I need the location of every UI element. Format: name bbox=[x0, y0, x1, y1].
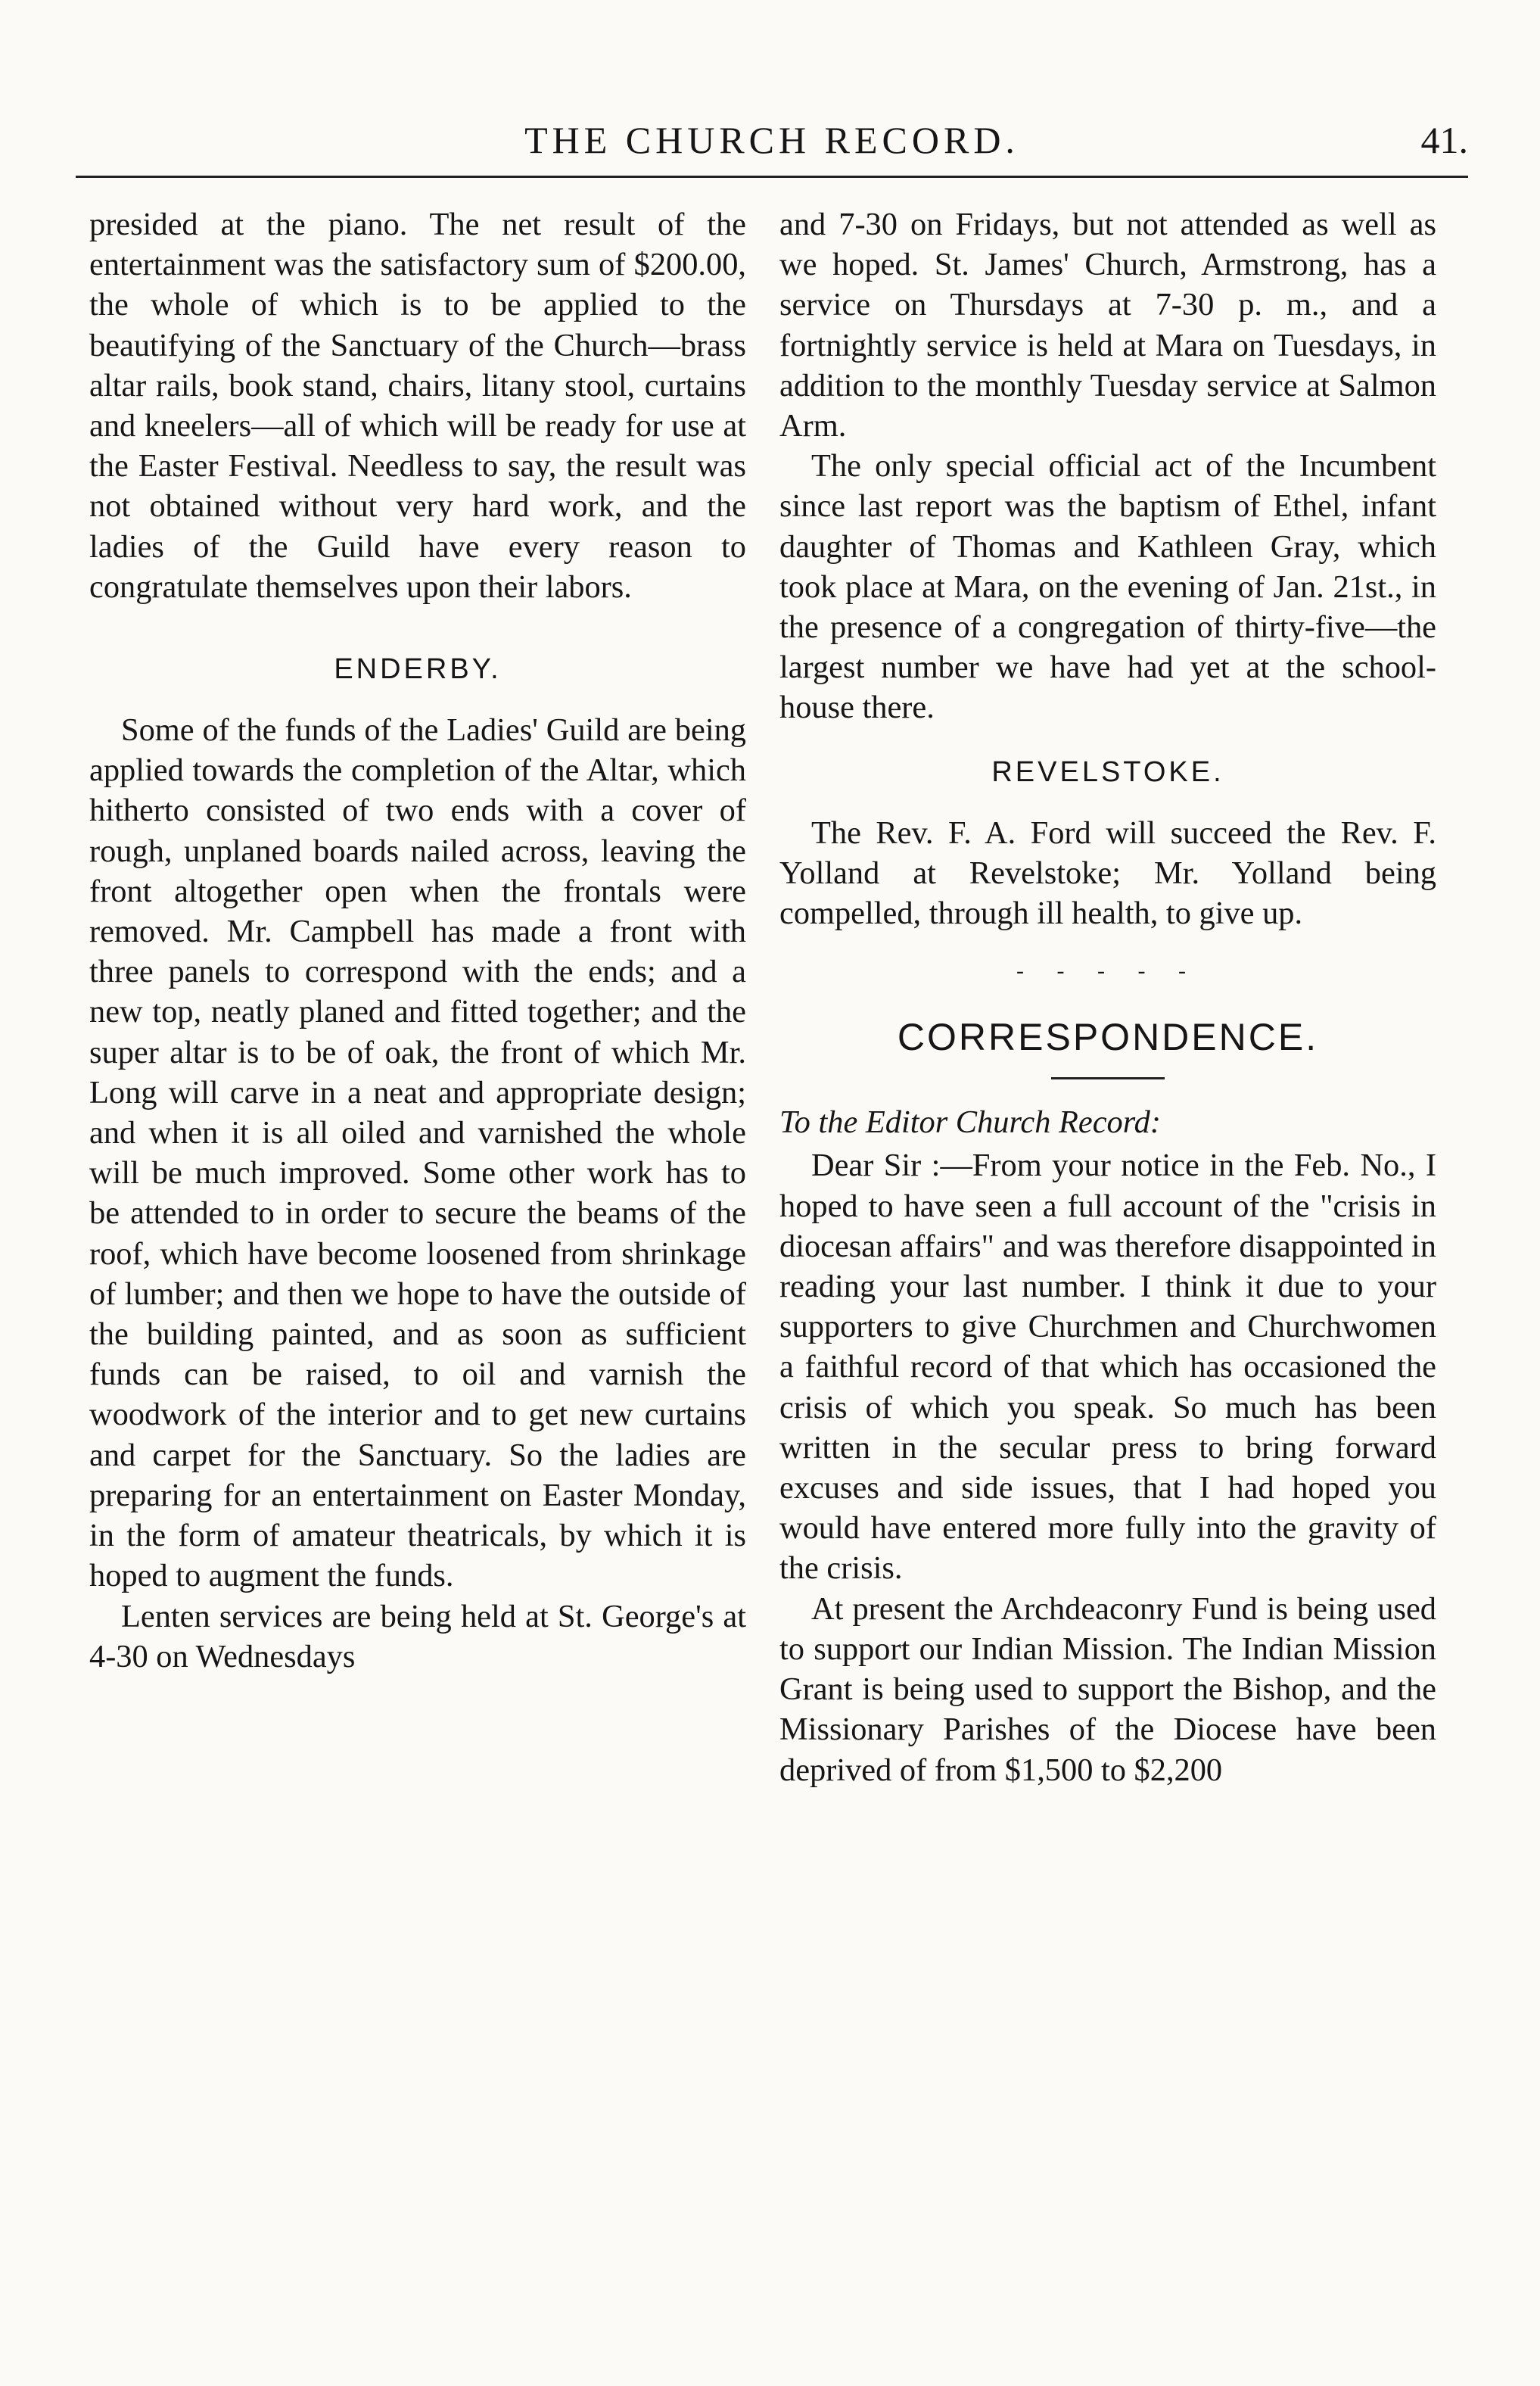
paragraph: presided at the piano. The net result of the entertainment was the satisfactory sum of $200.00, the whole of which is to be applied to the beautifying of the Sanctuary of the Church—brass altar rails, book stand, chairs, litany stool, curtains and kneelers—all of which will be ready for use at the Easter Festival. Needless to say, the result was not obtained without very hard work, and the ladies of the Guild have every reason to congratulate themselves upon their labors. bbox=[89, 207, 746, 605]
paragraph: Dear Sir :—From your notice in the Feb. No., I hoped to have seen a full account of the "crisis in diocesan affairs" and was therefore disappointed in reading your last number. I think it due to your supporters to give Churchmen and Churchwomen a faithful record of that which has occasioned the crisis of which you speak. So much has been written in the secular press to bring forward excuses and side issues, that I had hoped you would have entered more fully into the gravity of the crisis. bbox=[779, 1148, 1436, 1587]
section-heading-correspondence: CORRESPONDENCE. bbox=[897, 1016, 1319, 1059]
letter-salutation: To the Editor Church Record: bbox=[779, 1104, 1161, 1141]
header-rule bbox=[76, 176, 1468, 178]
section-heading-revelstoke: REVELSTOKE. bbox=[991, 755, 1224, 788]
ornament-divider: - - - - - bbox=[1016, 958, 1199, 984]
running-head bbox=[76, 114, 1468, 167]
running-title: THE CHURCH RECORD. bbox=[524, 119, 1019, 161]
paragraph: At present the Archdeaconry Fund is being used to support our Indian Mission. The Indian Mission Grant is being used to support the Bishop, and the Missionary Parishes of the Diocese have been deprived of from $1,500 to $2,200 bbox=[779, 1590, 1436, 1788]
left-column bbox=[89, 204, 746, 1677]
paragraph: Some of the funds of the Ladies' Guild are being applied towards the completion of the Altar, which hitherto consisted of two ends with a cover of rough, unplaned boards nailed across, leaving the front altogether open when the frontals were removed. Mr. Campbell has made a front with three panels to correspond with the ends; and a new top, neatly planed and fitted together; and the super altar is to be of oak, the front of which Mr. Long will carve in a neat and appropriate design; and when it is all oiled and varnished the whole will be much improved. Some other work has to be attended to in order to secure the beams of the roof, which have become loosened from shrinkage of lumber; and then we hope to have the outside of the building painted, and as soon as sufficient funds can be raised, to oil and varnish the woodwork of the interior and to get new curtains and carpet for the Sanctuary. So the ladies are preparing for an entertainment on Easter Monday, in the form of amateur theatricals, by which it is hoped to augment the funds. bbox=[89, 712, 746, 1594]
paragraph: The Rev. F. A. Ford will succeed the Rev. F. Yolland at Revelstoke; Mr. Yolland being compelled, through ill health, to give up. bbox=[779, 815, 1436, 932]
page-number: 41. bbox=[1420, 119, 1468, 161]
section-heading-enderby: ENDERBY. bbox=[334, 653, 502, 686]
paragraph: The only special official act of the Incumbent since last report was the baptism of Ethel, infant daughter of Thomas and Kathleen Gray, which took place at Mara, on the evening of Jan. 21st., in the presence of a congregation of thirty-five—the largest number we have had yet at the school-house there. bbox=[779, 448, 1436, 726]
paragraph: and 7-30 on Fridays, but not attended as well as we hoped. St. James' Church, Armstrong, has a service on Thursdays at 7-30 p. m., and a fortnightly service is held at Mara on Tuesdays, in addition to the monthly Tuesday service at Salmon Arm. bbox=[779, 207, 1436, 444]
paragraph: Lenten services are being held at St. George's at 4-30 on Wednesdays bbox=[89, 1598, 746, 1674]
right-column bbox=[779, 204, 1436, 1790]
heading-rule bbox=[1051, 1077, 1165, 1079]
